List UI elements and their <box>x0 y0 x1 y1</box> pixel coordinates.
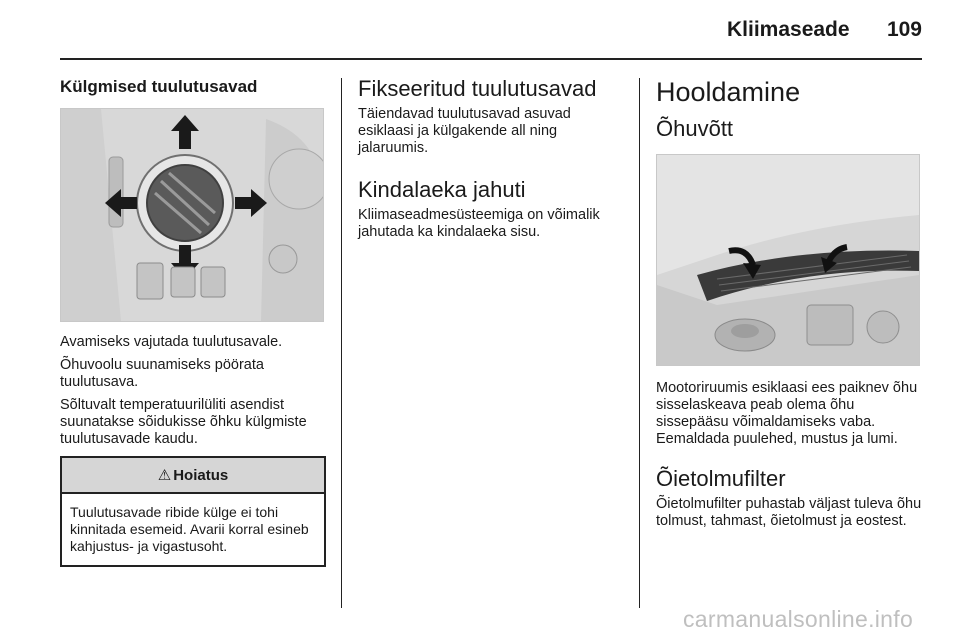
warning-title: Hoiatus <box>173 466 229 484</box>
column-1 <box>60 76 326 567</box>
warning-text: Tuulutusavade ribide külge ei tohi kinnitada esemeid. Avarii korral esineb kahjustus- ja vigastusoht. <box>70 504 309 554</box>
section-heading-side-vents: Külgmised tuulutusavad <box>60 77 258 96</box>
air-intake-illustration <box>656 154 920 366</box>
paragraph: Mootoriruumis esiklaasi ees paiknev õhu sisselaskeava peab olema õhu sissepääsu võimaldamiseks vaba. Eemaldada puulehed, mustus ja lumi. <box>656 380 918 447</box>
warning-triangle-icon: ⚠ <box>157 467 172 484</box>
section-heading-air-intake: Õhuvõtt <box>656 116 734 141</box>
watermark: carmanualsonline.info <box>683 606 914 632</box>
paragraph: Kliimaseadmesüsteemiga on võimalik jahutada ka kindalaeka sisu. <box>358 207 600 240</box>
paragraph: Sõltuvalt temperatuurilüliti asendist suunatakse sõidukisse õhku külgmiste tuulutusavade kaudu. <box>60 397 307 447</box>
section-heading-pollen-filter: Õietolmufilter <box>656 466 786 491</box>
section-heading-fixed-vents: Fikseeritud tuulutusavad <box>358 76 597 101</box>
column-divider-2 <box>639 78 640 608</box>
paragraph: Avamiseks vajutada tuulutusavale. <box>60 334 283 350</box>
warning-header <box>62 458 324 494</box>
column-3 <box>656 76 924 536</box>
paragraph: Õietolmufilter puhastab väljast tuleva õhu tolmust, tahmast, õietolmust ja eostest. <box>656 496 922 529</box>
paragraph: Täiendavad tuulutusavad asuvad esiklaasi ja külgakende all ning jalaruumis. <box>358 106 571 156</box>
side-vent-illustration <box>60 108 324 322</box>
paragraph: Õhuvoolu suunamiseks pöörata tuulutusava. <box>60 357 264 390</box>
section-heading-glovebox-cooler: Kindalaeka jahuti <box>358 177 526 202</box>
page-number: 109 <box>886 18 922 41</box>
page-header-title: Kliimaseade <box>727 18 850 41</box>
warning-box <box>60 456 326 567</box>
chapter-title: Hooldamine <box>656 77 801 107</box>
column-divider-1 <box>341 78 342 608</box>
header-rule <box>60 58 922 60</box>
column-2 <box>358 76 626 247</box>
